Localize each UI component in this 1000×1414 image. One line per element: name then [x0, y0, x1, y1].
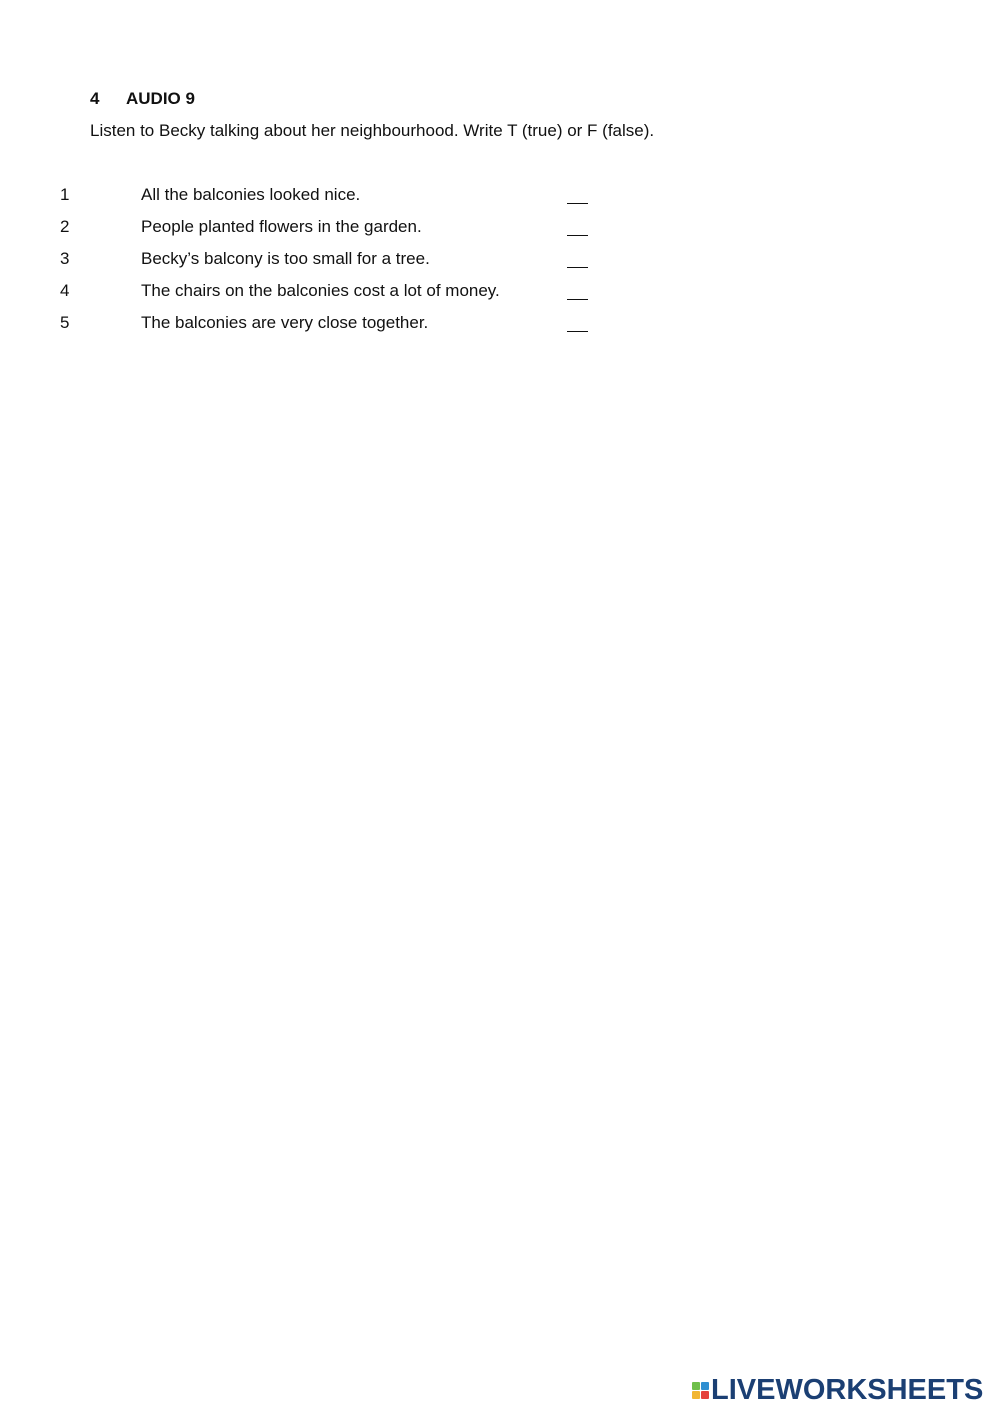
logo-mark-icon: [692, 1382, 709, 1399]
item-number: 5: [60, 313, 70, 332]
exercise-heading: [90, 89, 195, 109]
liveworksheets-logo: [692, 1375, 983, 1405]
exercise-number: 4: [90, 89, 100, 108]
answer-blank[interactable]: [567, 331, 588, 332]
logo-text: LIVEWORKSHEETS: [711, 1374, 984, 1406]
answer-blank[interactable]: [567, 203, 588, 204]
list-item: [0, 185, 1000, 217]
item-statement: The balconies are very close together.: [141, 313, 429, 332]
list-item: [0, 217, 1000, 249]
item-number: 2: [60, 217, 70, 236]
true-false-list: [0, 185, 1000, 345]
logo-square-yellow: [692, 1391, 700, 1399]
list-item: [0, 313, 1000, 345]
item-statement: All the balconies looked nice.: [141, 185, 361, 204]
item-statement: The chairs on the balconies cost a lot of money.: [141, 281, 500, 300]
logo-square-green: [692, 1382, 700, 1390]
answer-blank[interactable]: [567, 235, 588, 236]
item-statement: Becky’s balcony is too small for a tree.: [141, 249, 430, 268]
item-number: 4: [60, 281, 70, 300]
logo-square-blue: [701, 1382, 709, 1390]
item-number: 1: [60, 185, 70, 204]
list-item: [0, 249, 1000, 281]
exercise-instructions: Listen to Becky talking about her neighbourhood. Write T (true) or F (false).: [90, 121, 655, 140]
exercise-title: AUDIO 9: [126, 89, 195, 108]
logo-square-red: [701, 1391, 709, 1399]
item-statement: People planted flowers in the garden.: [141, 217, 422, 236]
item-number: 3: [60, 249, 70, 268]
answer-blank[interactable]: [567, 267, 588, 268]
list-item: [0, 281, 1000, 313]
answer-blank[interactable]: [567, 299, 588, 300]
